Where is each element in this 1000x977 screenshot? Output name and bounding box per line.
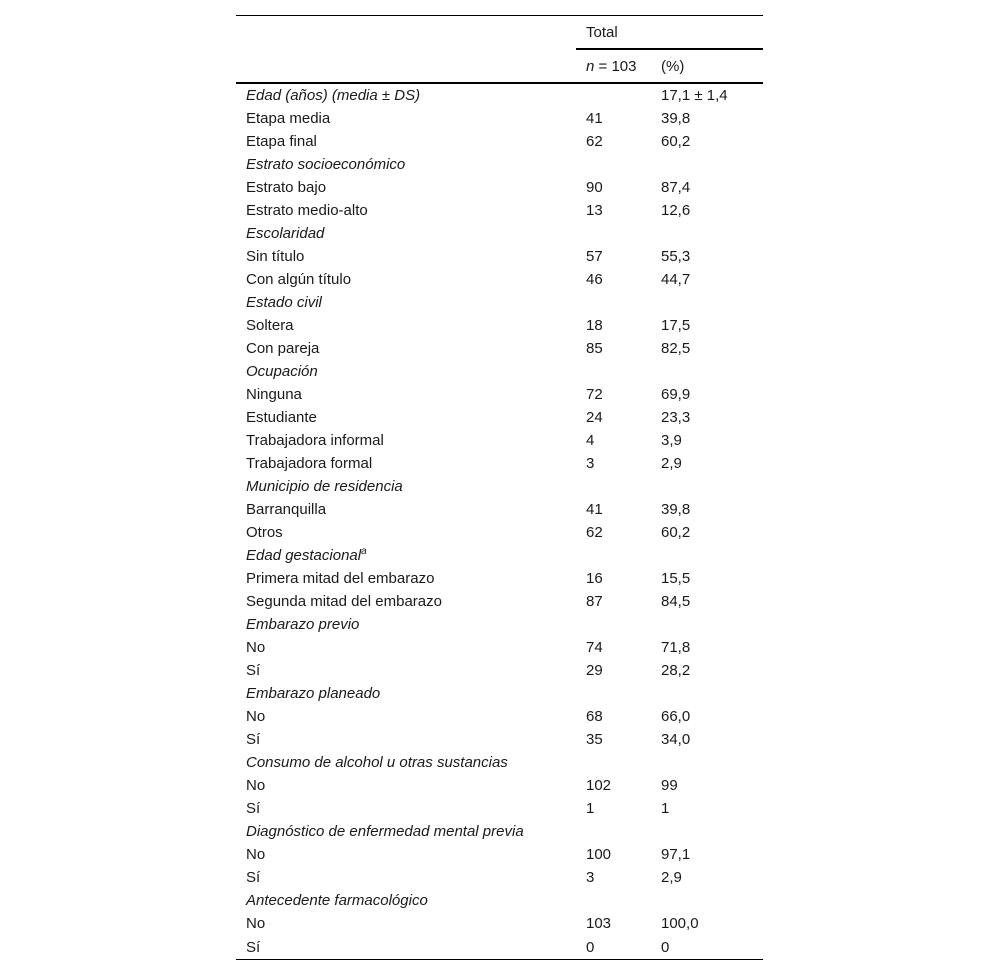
row-label <box>236 935 576 960</box>
section-row <box>236 83 763 107</box>
percent-cell: 34,0 <box>661 731 691 748</box>
percent-cell <box>651 475 763 498</box>
header-total: Total <box>576 16 763 50</box>
row-label <box>236 636 576 659</box>
label-text: No <box>246 639 266 656</box>
label-text: Estudiante <box>246 409 317 426</box>
label-text: Otros <box>246 524 283 541</box>
count-cell <box>576 153 651 176</box>
row-label <box>236 383 576 406</box>
percent-cell: 99 <box>661 777 678 794</box>
count-cell: 74 <box>586 639 603 656</box>
count-cell: 41 <box>586 501 603 518</box>
section-label <box>236 889 576 912</box>
label-text: Antecedente farmacológico <box>246 892 428 909</box>
count-cell <box>576 889 651 912</box>
row-label <box>236 728 576 751</box>
percent-cell <box>651 291 763 314</box>
count-cell: 35 <box>586 731 603 748</box>
percent-cell <box>651 222 763 245</box>
percent-cell: 39,8 <box>661 110 691 127</box>
section-row <box>236 820 763 843</box>
header-empty-cell <box>236 16 576 50</box>
label-text: Sin título <box>246 248 305 265</box>
count-cell: 41 <box>586 110 603 127</box>
row-label <box>236 429 576 452</box>
label-text: Sí <box>246 662 261 679</box>
section-row <box>236 291 763 314</box>
table-row <box>236 268 763 291</box>
row-label <box>236 498 576 521</box>
table-row <box>236 935 763 960</box>
count-cell: 100 <box>586 846 612 863</box>
label-text: Primera mitad del embarazo <box>246 570 435 587</box>
count-cell: 103 <box>586 915 612 932</box>
count-cell: 72 <box>586 386 603 403</box>
section-label <box>236 820 576 843</box>
row-label <box>236 843 576 866</box>
table-row <box>236 774 763 797</box>
header-percent: (%) <box>651 49 763 83</box>
count-cell <box>576 544 651 567</box>
count-cell: 62 <box>586 524 603 541</box>
percent-cell <box>651 360 763 383</box>
section-label <box>236 83 576 107</box>
row-label <box>236 199 576 222</box>
percent-cell: 1 <box>661 800 670 817</box>
label-text: Municipio de residencia <box>246 478 403 495</box>
count-cell: 68 <box>586 708 603 725</box>
table-row <box>236 498 763 521</box>
section-label <box>236 222 576 245</box>
percent-cell <box>651 820 763 843</box>
section-row <box>236 889 763 912</box>
percent-cell: 28,2 <box>661 662 691 679</box>
percent-cell: 97,1 <box>661 846 691 863</box>
count-cell: 18 <box>586 317 603 334</box>
section-label <box>236 682 576 705</box>
label-text: No <box>246 846 266 863</box>
row-label <box>236 406 576 429</box>
header-row-total <box>236 16 763 50</box>
label-text: Sí <box>246 800 261 817</box>
table-row <box>236 107 763 130</box>
label-text: Con algún título <box>246 271 352 288</box>
count-cell <box>576 820 651 843</box>
header-n-value: = 103 <box>594 57 637 75</box>
count-cell <box>576 613 651 636</box>
row-label <box>236 268 576 291</box>
count-cell: 29 <box>586 662 603 679</box>
footnote-marker: a <box>361 546 367 557</box>
percent-cell <box>651 682 763 705</box>
section-row <box>236 222 763 245</box>
section-row <box>236 613 763 636</box>
count-cell: 46 <box>586 271 603 288</box>
percent-cell: 12,6 <box>661 202 691 219</box>
section-label <box>236 475 576 498</box>
label-text: Estrato socioeconómico <box>246 156 406 173</box>
table-row <box>236 176 763 199</box>
percent-cell: 71,8 <box>661 639 691 656</box>
percent-cell: 84,5 <box>661 593 691 610</box>
percent-cell: 39,8 <box>661 501 691 518</box>
row-label <box>236 314 576 337</box>
table-row <box>236 797 763 820</box>
table-row <box>236 314 763 337</box>
percent-cell: 87,4 <box>661 179 691 196</box>
header-n <box>576 49 651 83</box>
count-cell: 102 <box>586 777 612 794</box>
section-label <box>236 291 576 314</box>
section-row <box>236 682 763 705</box>
table-header <box>236 16 763 84</box>
table-row <box>236 452 763 475</box>
section-label <box>236 751 576 774</box>
percent-cell <box>651 889 763 912</box>
table-row <box>236 337 763 360</box>
row-label <box>236 245 576 268</box>
percent-cell: 82,5 <box>661 340 691 357</box>
row-label <box>236 659 576 682</box>
section-row <box>236 360 763 383</box>
percent-cell: 15,5 <box>661 570 691 587</box>
label-text: Sí <box>246 869 261 886</box>
table-row <box>236 199 763 222</box>
count-cell: 87 <box>586 593 603 610</box>
percent-cell: 66,0 <box>661 708 691 725</box>
row-label <box>236 452 576 475</box>
table-row <box>236 912 763 935</box>
row-label <box>236 107 576 130</box>
percent-cell: 17,1 ± 1,4 <box>661 87 728 104</box>
count-cell <box>576 360 651 383</box>
table-row <box>236 728 763 751</box>
row-label <box>236 590 576 613</box>
table-row <box>236 590 763 613</box>
header-empty-cell-2 <box>236 49 576 83</box>
percent-cell <box>651 613 763 636</box>
count-cell: 85 <box>586 340 603 357</box>
count-cell <box>576 751 651 774</box>
section-row <box>236 751 763 774</box>
count-cell: 90 <box>586 179 603 196</box>
label-text: Soltera <box>246 317 294 334</box>
label-text: No <box>246 777 266 794</box>
demographics-table <box>236 15 763 960</box>
table-row <box>236 130 763 153</box>
table-row <box>236 636 763 659</box>
row-label <box>236 176 576 199</box>
label-text: Sí <box>246 938 261 956</box>
percent-cell <box>651 153 763 176</box>
label-text: Edad gestacional <box>246 547 362 564</box>
section-label <box>236 153 576 176</box>
percent-cell: 0 <box>651 935 763 960</box>
label-text: Estado civil <box>246 294 322 311</box>
table-row <box>236 567 763 590</box>
count-cell: 1 <box>586 800 595 817</box>
table-row <box>236 406 763 429</box>
label-text: No <box>246 915 266 932</box>
header-row-columns <box>236 49 763 83</box>
demographics-table-container <box>236 15 763 960</box>
count-cell: 3 <box>586 869 595 886</box>
count-cell: 3 <box>586 455 595 472</box>
percent-cell <box>651 751 763 774</box>
row-label <box>236 774 576 797</box>
label-text: Con pareja <box>246 340 320 357</box>
table-body <box>236 83 763 960</box>
row-label <box>236 130 576 153</box>
table-row <box>236 843 763 866</box>
section-label <box>236 613 576 636</box>
label-text: Estrato medio-alto <box>246 202 368 219</box>
percent-cell: 2,9 <box>661 455 682 472</box>
count-cell <box>576 475 651 498</box>
row-label <box>236 337 576 360</box>
count-cell: 57 <box>586 248 603 265</box>
section-label <box>236 360 576 383</box>
count-cell: 24 <box>586 409 603 426</box>
label-text: Diagnóstico de enfermedad mental previa <box>246 823 524 840</box>
count-cell <box>576 222 651 245</box>
label-text: Escolaridad <box>246 225 325 242</box>
percent-cell: 60,2 <box>661 524 691 541</box>
label-text: Embarazo previo <box>246 616 360 633</box>
table-row <box>236 245 763 268</box>
section-row <box>236 153 763 176</box>
table-row <box>236 705 763 728</box>
table-row <box>236 866 763 889</box>
row-label <box>236 866 576 889</box>
percent-cell: 69,9 <box>661 386 691 403</box>
label-text: Consumo de alcohol u otras sustancias <box>246 754 508 771</box>
percent-cell: 3,9 <box>661 432 682 449</box>
percent-cell <box>651 544 763 567</box>
count-cell <box>576 83 651 107</box>
row-label <box>236 705 576 728</box>
percent-cell: 60,2 <box>661 133 691 150</box>
label-text: Etapa media <box>246 110 331 127</box>
label-text: Ocupación <box>246 363 318 380</box>
percent-cell: 2,9 <box>661 869 682 886</box>
count-cell: 0 <box>576 935 651 960</box>
row-label <box>236 797 576 820</box>
percent-cell: 17,5 <box>661 317 691 334</box>
section-row <box>236 475 763 498</box>
percent-cell: 23,3 <box>661 409 691 426</box>
count-cell <box>576 291 651 314</box>
label-text: Sí <box>246 731 261 748</box>
percent-cell: 44,7 <box>661 271 691 288</box>
table-row <box>236 521 763 544</box>
label-text: No <box>246 708 266 725</box>
count-cell <box>576 682 651 705</box>
label-text: Ninguna <box>246 386 302 403</box>
table-row <box>236 383 763 406</box>
table-row <box>236 659 763 682</box>
percent-cell: 55,3 <box>661 248 691 265</box>
label-text: Barranquilla <box>246 501 327 518</box>
count-cell: 62 <box>586 133 603 150</box>
label-text: Etapa final <box>246 133 317 150</box>
section-row <box>236 544 763 567</box>
row-label <box>236 521 576 544</box>
table-row <box>236 429 763 452</box>
header-n-italic: n <box>586 57 595 75</box>
row-label <box>236 567 576 590</box>
label-text: Edad (años) (media ± DS) <box>246 87 421 104</box>
row-label <box>236 912 576 935</box>
label-text: Trabajadora formal <box>246 455 373 472</box>
count-cell: 13 <box>586 202 603 219</box>
label-text: Embarazo planeado <box>246 685 381 702</box>
label-text: Segunda mitad del embarazo <box>246 593 442 610</box>
section-label <box>236 544 576 567</box>
label-text: Estrato bajo <box>246 179 327 196</box>
label-text: Trabajadora informal <box>246 432 384 449</box>
count-cell: 4 <box>586 432 595 449</box>
percent-cell: 100,0 <box>661 915 699 932</box>
count-cell: 16 <box>586 570 603 587</box>
